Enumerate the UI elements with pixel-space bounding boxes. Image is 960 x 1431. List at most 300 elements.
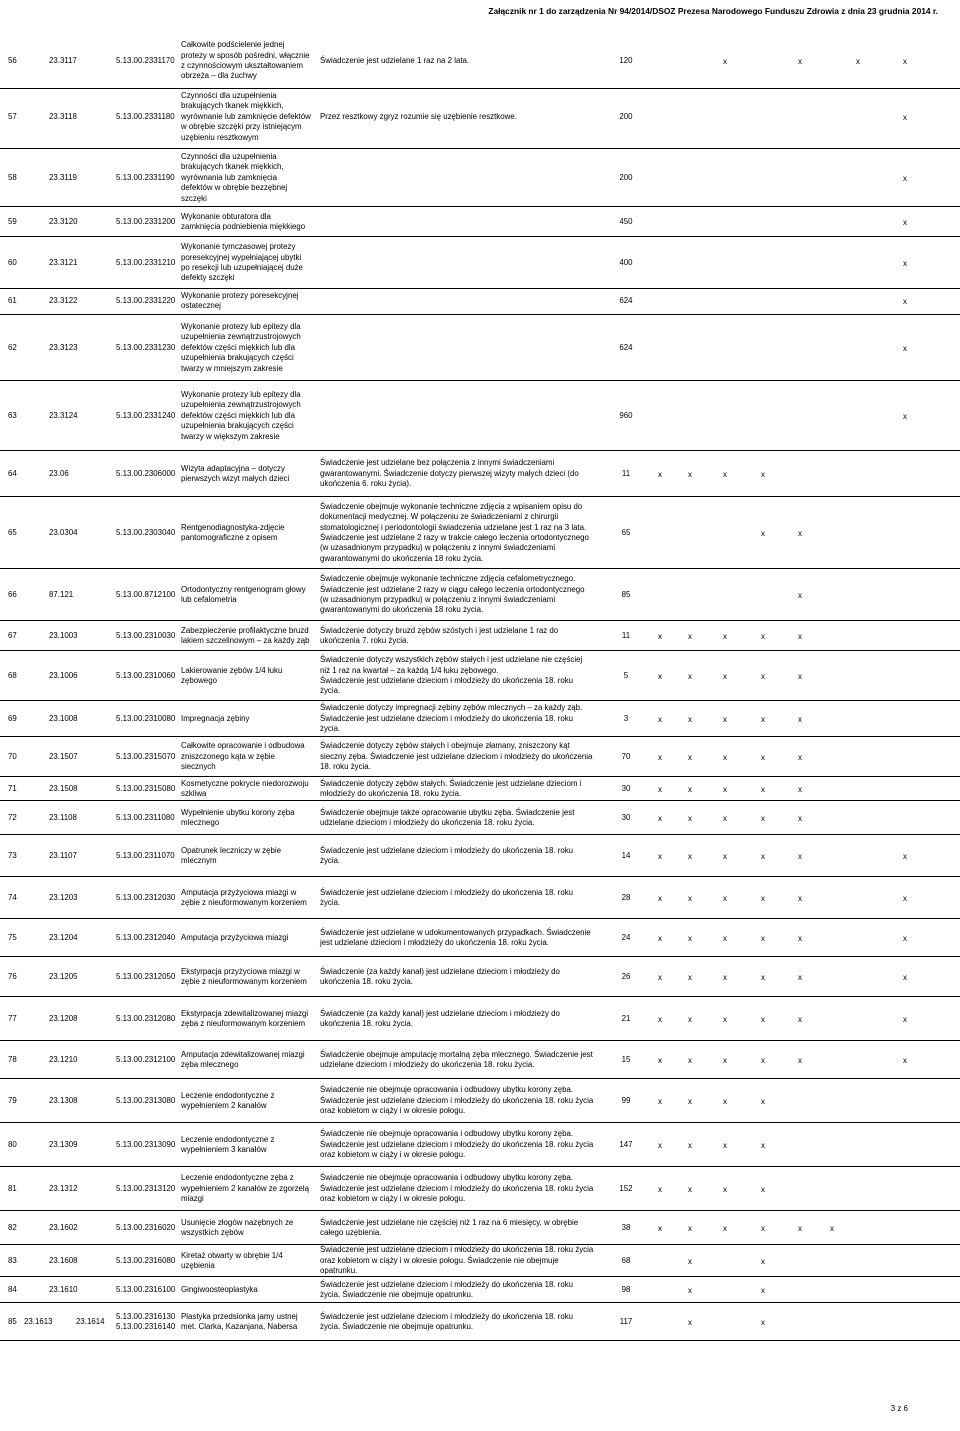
- applicability-mark: x: [903, 851, 907, 861]
- applicability-mark: x: [761, 1285, 765, 1295]
- applicability-mark: x: [658, 1223, 662, 1233]
- procedure-name: Plastyka przedsionka jamy ustnej met. Clarka, Kazanjana, Nabersa: [181, 1311, 298, 1331]
- table-row: [0, 150, 960, 207]
- procedure-code-secondary: 23.1614: [76, 1316, 105, 1326]
- procedure-code: 23.1308: [49, 1095, 78, 1105]
- applicability-mark: x: [723, 933, 727, 943]
- procedure-code: 23.1006: [49, 670, 78, 680]
- product-code: 5.13.00.2306000: [116, 468, 176, 478]
- procedure-description: Świadczenie jest udzielane w udokumentowanych przypadkach. Świadczenie jest udzielane dzieciom i młodzieży do ukończenia 18. roku życia.: [320, 927, 591, 947]
- procedure-description: Świadczenie dotyczy bruzd zębów szóstych i jest udzielane 1 raz do ukończenia 7. roku życia.: [320, 625, 559, 645]
- procedure-code: 23.1108: [49, 812, 77, 822]
- applicability-mark: x: [798, 714, 802, 724]
- applicability-mark: x: [761, 851, 765, 861]
- applicability-mark: x: [723, 631, 727, 641]
- points-value: 5: [623, 670, 629, 680]
- applicability-mark: x: [688, 631, 692, 641]
- product-code: 5.13.00.2312050: [116, 971, 176, 981]
- applicability-mark: x: [798, 752, 802, 762]
- procedure-code: 23.1602: [49, 1222, 78, 1232]
- procedure-name: Leczenie endodontyczne zęba z wypełnieniem 2 kanałów ze zgorzelą miazgi: [181, 1173, 310, 1204]
- procedure-code: 23.1204: [49, 932, 78, 942]
- applicability-mark: x: [658, 1096, 662, 1106]
- procedure-description: [320, 382, 610, 450]
- procedure-code: 23.1507: [49, 751, 78, 761]
- applicability-mark: x: [688, 1055, 692, 1065]
- table-row: [0, 878, 960, 919]
- product-code: 5.13.00.2310080: [116, 713, 176, 723]
- applicability-mark: x: [688, 1140, 692, 1150]
- row-number: 68: [8, 670, 17, 680]
- product-code: 5.13.00.2316130 5.13.00.2316140: [116, 1311, 176, 1331]
- product-code: 5.13.00.2331200: [116, 216, 176, 226]
- row-number: 75: [8, 932, 17, 942]
- procedure-description: Przez resztkowy zgryz rozumie się uzębienie resztkowe.: [320, 111, 517, 121]
- product-code: 5.13.00.2310060: [116, 670, 176, 680]
- applicability-mark: x: [658, 784, 662, 794]
- procedure-name: Ekstyrpacja zdewitalizowanej miazgi zęba z nieuformowanym korzeniem: [181, 1008, 309, 1028]
- procedure-name: Amputacja przyżyciowa miazgi w zębie z nieuformowanym korzeniem: [181, 887, 307, 907]
- row-number: 66: [8, 589, 17, 599]
- product-code: 5.13.00.2316020: [116, 1222, 176, 1232]
- applicability-mark: x: [658, 752, 662, 762]
- applicability-mark: x: [903, 893, 907, 903]
- procedure-description: [320, 316, 610, 380]
- procedure-description: Świadczenie obejmuje wykonanie techniczne zdjęcia cefalometrycznego. Świadczenie jest udzielane 2 razy w ciągu całego leczenia ortodontycznego (w uzasadnionym przypadku) w połączeniu z innymi świadczeniami gwarantowanymi do ukończenia 18 roku życia.: [320, 574, 585, 615]
- procedure-code: 23.3118: [49, 111, 77, 121]
- product-code: 5.13.00.2331180: [116, 111, 175, 121]
- product-code: 5.13.00.2331230: [116, 342, 176, 352]
- table-row: [0, 1080, 960, 1123]
- product-code: 5.13.00.2312100: [116, 1054, 176, 1064]
- row-number: 67: [8, 630, 17, 640]
- table-row: [0, 316, 960, 381]
- product-code: 5.13.00.2311070: [116, 850, 175, 860]
- applicability-mark: x: [688, 1223, 692, 1233]
- points-value: 28: [621, 892, 631, 902]
- applicability-mark: x: [798, 56, 802, 66]
- points-value: 117: [619, 1316, 633, 1326]
- applicability-mark: x: [658, 1184, 662, 1194]
- procedure-name: Wykonanie protezy lub epitezy dla uzupełnienia zewnątrzustrojowych defektów części miękkich lub dla uzupełnienia brakujących części twarzy w większym zakresie: [181, 389, 301, 441]
- applicability-mark: x: [798, 1014, 802, 1024]
- applicability-mark: x: [723, 784, 727, 794]
- row-number: 69: [8, 713, 17, 723]
- applicability-mark: x: [688, 933, 692, 943]
- applicability-mark: x: [761, 671, 765, 681]
- table-row: [0, 622, 960, 651]
- row-number: 85: [8, 1316, 17, 1326]
- table-row: [0, 498, 960, 569]
- applicability-mark: x: [761, 1055, 765, 1065]
- product-code: 5.13.00.2312030: [116, 892, 176, 902]
- points-value: 147: [619, 1139, 633, 1149]
- applicability-mark: x: [658, 972, 662, 982]
- applicability-mark: x: [798, 851, 802, 861]
- table-row: [0, 1278, 960, 1303]
- points-value: 3: [623, 713, 629, 723]
- row-number: 78: [8, 1054, 17, 1064]
- procedure-description: Świadczenie jest udzielane dzieciom i młodzieży do ukończenia 18. roku życia. Świadczenie nie obejmuje opatrunku.: [320, 1279, 574, 1299]
- procedure-name: Leczenie endodontyczne z wypełnieniem 3 kanałów: [181, 1134, 275, 1154]
- table-row: [0, 702, 960, 737]
- applicability-mark: x: [798, 784, 802, 794]
- procedure-name: Kosmetyczne pokrycie niedorozwoju szkliwa: [181, 778, 309, 798]
- applicability-mark: x: [903, 411, 907, 421]
- applicability-mark: x: [798, 528, 802, 538]
- procedure-code: 23.06: [49, 468, 69, 478]
- row-number: 82: [8, 1222, 17, 1232]
- table-row: [0, 836, 960, 877]
- applicability-mark: x: [658, 469, 662, 479]
- procedure-name: Amputacja zdewitalizowanej miazgi zęba mlecznego: [181, 1049, 305, 1069]
- procedure-name: Ekstyrpacja przyżyciowa miazgi w zębie z nieuformowanym korzeniem: [181, 966, 307, 986]
- row-number: 62: [8, 342, 17, 352]
- applicability-mark: x: [761, 752, 765, 762]
- row-number: 58: [8, 172, 17, 182]
- applicability-mark: x: [830, 1223, 834, 1233]
- page-number: 3 z 6: [890, 1404, 908, 1413]
- procedure-name: Lakierowanie zębów 1/4 łuku zębowego: [181, 665, 283, 685]
- applicability-mark: x: [723, 1096, 727, 1106]
- row-number: 65: [8, 527, 17, 537]
- procedure-description: Świadczenie dotyczy impregnacji zębiny zębów mlecznych – za każdy ząb. Świadczenie jest udzielane dzieciom i młodzieży do ukończenia 18. roku życia.: [320, 703, 583, 734]
- procedure-code: 23.3123: [49, 342, 78, 352]
- applicability-mark: x: [658, 1140, 662, 1150]
- applicability-mark: x: [688, 671, 692, 681]
- procedure-code: 23.3121: [49, 257, 78, 267]
- product-code: 5.13.00.2303040: [116, 527, 176, 537]
- procedure-description: Świadczenie jest udzielane dzieciom i młodzieży do ukończenia 18. roku życia. Świadczenie nie obejmuje opatrunku.: [320, 1311, 574, 1331]
- product-code: 5.13.00.2331170: [116, 55, 175, 65]
- procedure-description: Świadczenie jest udzielane 1 raz na 2 lata.: [320, 55, 470, 65]
- points-value: 120: [619, 55, 633, 65]
- product-code: 5.13.00.2331190: [116, 172, 175, 182]
- product-code: 5.13.00.2315070: [116, 751, 176, 761]
- table-row: [0, 570, 960, 621]
- points-value: 38: [621, 1222, 631, 1232]
- applicability-mark: x: [723, 813, 727, 823]
- table-row: [0, 382, 960, 451]
- row-number: 72: [8, 812, 17, 822]
- procedure-description: [320, 208, 610, 236]
- table-row: [0, 288, 960, 315]
- procedure-name: Czynności dla uzupełnienia brakujących tkanek miękkich, wyrównanie lub zamknięcie defektów w obrębie szczęki przy istniejącym uzębieniu resztkowym: [181, 90, 311, 142]
- points-value: 11: [621, 468, 631, 478]
- procedure-code: 23.1613: [24, 1316, 53, 1326]
- procedure-name: Rentgenodiagnostyka-zdjęcie pantomograficzne z opisem: [181, 522, 285, 542]
- applicability-mark: x: [688, 851, 692, 861]
- points-value: 68: [621, 1255, 631, 1265]
- procedure-code: 23.1107: [49, 850, 77, 860]
- table-row: [0, 998, 960, 1041]
- applicability-mark: x: [903, 972, 907, 982]
- table-row: [0, 1168, 960, 1211]
- table-row: [0, 1212, 960, 1245]
- product-code: 5.13.00.2313080: [116, 1095, 176, 1105]
- row-number: 71: [8, 783, 17, 793]
- applicability-mark: x: [658, 813, 662, 823]
- applicability-mark: x: [798, 893, 802, 903]
- table-row: [0, 1042, 960, 1079]
- row-number: 77: [8, 1013, 17, 1023]
- applicability-mark: x: [903, 296, 907, 306]
- points-value: 99: [621, 1095, 631, 1105]
- procedure-code: 23.1610: [49, 1284, 78, 1294]
- document-header: Załącznik nr 1 do zarządzenia Nr 94/2014/DSOZ Prezesa Narodowego Funduszu Zdrowia z dnia 23 grudnia 2014 r.: [488, 6, 938, 16]
- applicability-mark: x: [903, 258, 907, 268]
- table-row: [0, 1124, 960, 1167]
- applicability-mark: x: [658, 1014, 662, 1024]
- procedure-description: [320, 150, 610, 206]
- row-number: 56: [8, 55, 17, 65]
- procedure-name: Zabezpieczenie profilaktyczne bruzd lakiem szczelinowym – za każdy ząb: [181, 625, 310, 645]
- points-value: 960: [619, 410, 633, 420]
- procedure-code: 23.1210: [49, 1054, 78, 1064]
- procedure-name: Wykonanie protezy lub epitezy dla uzupełnienia zewnątrzustrojowych defektów części miękkich lub dla uzupełnienia brakujących części twarzy w mniejszym zakresie: [181, 321, 301, 373]
- procedure-code: 23.3120: [49, 216, 78, 226]
- applicability-mark: x: [761, 1184, 765, 1194]
- points-value: 30: [621, 812, 631, 822]
- row-number: 74: [8, 892, 17, 902]
- applicability-mark: x: [798, 972, 802, 982]
- product-code: 5.13.00.2312040: [116, 932, 176, 942]
- table-row: [0, 958, 960, 997]
- applicability-mark: x: [903, 217, 907, 227]
- procedure-name: Wykonanie obturatora dla zamknięcia podniebienia miękkiego: [181, 211, 306, 231]
- procedure-name: Całkowite podścielenie jednej protezy w sposób pośredni, włącznie z czynnościowym ukształtowaniem obrzeża – dla żuchwy: [181, 40, 310, 81]
- row-number: 83: [8, 1255, 17, 1265]
- product-code: 5.13.00.2312080: [116, 1013, 176, 1023]
- product-code: 5.13.00.8712100: [116, 589, 176, 599]
- applicability-mark: x: [761, 813, 765, 823]
- row-number: 60: [8, 257, 17, 267]
- applicability-mark: x: [903, 56, 907, 66]
- applicability-mark: x: [723, 714, 727, 724]
- product-code: 5.13.00.2311080: [116, 812, 175, 822]
- procedure-name: Wypełnienie ubytku korony zęba mlecznego: [181, 807, 295, 827]
- row-number: 64: [8, 468, 17, 478]
- applicability-mark: x: [903, 343, 907, 353]
- applicability-mark: x: [688, 784, 692, 794]
- table-row: [0, 1304, 960, 1341]
- procedure-description: Świadczenie dotyczy zębów stałych. Świadczenie jest udzielane dzieciom i młodzieży do ukończenia 18. roku życia.: [320, 778, 582, 798]
- table-row: [0, 920, 960, 957]
- applicability-mark: x: [688, 1317, 692, 1327]
- applicability-mark: x: [688, 1096, 692, 1106]
- procedure-description: Świadczenie jest udzielane dzieciom i młodzieży do ukończenia 18. roku życia oraz kobietom w ciąży i w okresie połogu. Świadczenie nie obejmuje opatrunku.: [320, 1245, 594, 1276]
- applicability-mark: x: [723, 1184, 727, 1194]
- applicability-mark: x: [688, 972, 692, 982]
- procedure-description: Świadczenie jest udzielane dzieciom i młodzieży do ukończenia 18. roku życia.: [320, 845, 574, 865]
- applicability-mark: x: [658, 893, 662, 903]
- procedure-code: 23.1003: [49, 630, 78, 640]
- row-number: 61: [8, 295, 17, 305]
- procedure-code: 23.1309: [49, 1139, 78, 1149]
- applicability-mark: x: [761, 893, 765, 903]
- row-number: 59: [8, 216, 17, 226]
- points-value: 450: [619, 216, 633, 226]
- procedure-code: 23.3124: [49, 410, 78, 420]
- applicability-mark: x: [903, 1014, 907, 1024]
- procedure-code: 23.0304: [49, 527, 78, 537]
- procedure-name: Wizyta adaptacyjna – dotyczy pierwszych wizyt małych dzieci: [181, 463, 290, 483]
- applicability-mark: x: [723, 972, 727, 982]
- applicability-mark: x: [761, 1096, 765, 1106]
- procedure-name: Amputacja przyżyciowa miazgi: [181, 932, 289, 942]
- procedure-code: 23.1608: [49, 1255, 78, 1265]
- applicability-mark: x: [658, 631, 662, 641]
- applicability-mark: x: [903, 173, 907, 183]
- table-row: [0, 86, 960, 149]
- row-number: 79: [8, 1095, 17, 1105]
- procedure-name: Gingiwoosteoplastyka: [181, 1284, 258, 1294]
- points-value: 30: [621, 783, 631, 793]
- procedure-code: 23.1508: [49, 783, 78, 793]
- applicability-mark: x: [798, 590, 802, 600]
- applicability-mark: x: [761, 972, 765, 982]
- row-number: 70: [8, 751, 17, 761]
- applicability-mark: x: [903, 1055, 907, 1065]
- procedure-description: [320, 238, 610, 288]
- applicability-mark: x: [688, 813, 692, 823]
- applicability-mark: x: [723, 893, 727, 903]
- procedure-name: Leczenie endodontyczne z wypełnieniem 2 kanałów: [181, 1090, 275, 1110]
- procedure-name: Usunięcie złogów nazębnych ze wszystkich zębów: [181, 1217, 294, 1237]
- points-value: 15: [621, 1054, 631, 1064]
- table-row: [0, 778, 960, 801]
- applicability-mark: x: [723, 469, 727, 479]
- procedure-code: 23.1008: [49, 713, 78, 723]
- row-number: 84: [8, 1284, 17, 1294]
- applicability-mark: x: [761, 1317, 765, 1327]
- applicability-mark: x: [723, 671, 727, 681]
- applicability-mark: x: [658, 851, 662, 861]
- applicability-mark: x: [688, 1285, 692, 1295]
- applicability-mark: x: [688, 752, 692, 762]
- points-value: 65: [621, 527, 631, 537]
- points-value: 624: [619, 295, 633, 305]
- procedure-description: Świadczenie obejmuje wykonanie techniczne zdjęcia z wpisaniem opisu do dokumentacji medycznej. W połączeniu ze świadczeniami z chirurgii stomatologicznej i periodontologii świadczenia udzielane jest 1 raz na 3 lata. Świadczenie jest udzielane 2 razy w trakcie całego leczenia ortodontycznego (w uzasadnionym przypadku) w połączeniu z innymi świadczeniami gwarantowanymi do ukończenia 18 roku życia.: [320, 501, 589, 563]
- applicability-mark: x: [658, 714, 662, 724]
- procedure-description: Świadczenie jest udzielane bez połączenia z innymi świadczeniami gwarantowanymi. Świadczenie dotyczy pierwszej wizyty małych dzieci (do ukończenia 6. roku życia).: [320, 458, 579, 489]
- applicability-mark: x: [658, 671, 662, 681]
- product-code: 5.13.00.2316100: [116, 1284, 176, 1294]
- applicability-mark: x: [798, 631, 802, 641]
- points-value: 200: [619, 172, 633, 182]
- applicability-mark: x: [761, 631, 765, 641]
- applicability-mark: x: [903, 933, 907, 943]
- points-value: 11: [621, 630, 631, 640]
- procedure-code: 23.1208: [49, 1013, 78, 1023]
- procedure-name: Wykonanie protezy poresekcyjnej ostatecznej: [181, 290, 299, 310]
- procedure-code: 23.3117: [49, 55, 77, 65]
- product-code: 5.13.00.2313090: [116, 1139, 176, 1149]
- applicability-mark: x: [761, 1223, 765, 1233]
- applicability-mark: x: [761, 1140, 765, 1150]
- row-number: 57: [8, 111, 17, 121]
- applicability-mark: x: [761, 528, 765, 538]
- applicability-mark: x: [903, 112, 907, 122]
- applicability-mark: x: [688, 1256, 692, 1266]
- procedure-name: Opatrunek leczniczy w zębie mlecznym: [181, 845, 281, 865]
- procedure-description: Świadczenie nie obejmuje opracowania i odbudowy ubytku korony zęba. Świadczenie jest udzielane dzieciom i młodzieży do ukończenia 18. roku życia oraz kobietom w ciąży i w okresie połogu.: [320, 1129, 594, 1160]
- applicability-mark: x: [761, 1256, 765, 1266]
- points-value: 200: [619, 111, 633, 121]
- procedure-code: 23.1312: [49, 1183, 78, 1193]
- table-row: [0, 738, 960, 777]
- points-value: 24: [621, 932, 631, 942]
- procedure-description: Świadczenie dotyczy zębów stałych i obejmuje złamany, zniszczony kąt sieczny zęba. Świadczenie jest udzielane dzieciom i młodzieży do ukończenia 18. roku życia.: [320, 741, 593, 772]
- table-row: [0, 34, 960, 89]
- applicability-mark: x: [798, 933, 802, 943]
- applicability-mark: x: [798, 1055, 802, 1065]
- product-code: 5.13.00.2331220: [116, 295, 176, 305]
- row-number: 73: [8, 850, 17, 860]
- applicability-mark: x: [798, 671, 802, 681]
- points-value: 400: [619, 257, 633, 267]
- table-row: [0, 452, 960, 497]
- points-value: 70: [621, 751, 631, 761]
- row-number: 81: [8, 1183, 17, 1193]
- points-value: 85: [621, 589, 631, 599]
- procedure-description: Świadczenie (za każdy kanał) jest udzielane dzieciom i młodzieży do ukończenia 18. roku życia.: [320, 966, 560, 986]
- row-number: 63: [8, 410, 17, 420]
- applicability-mark: x: [761, 933, 765, 943]
- applicability-mark: x: [688, 1014, 692, 1024]
- applicability-mark: x: [723, 1140, 727, 1150]
- procedure-code: 87.121: [49, 589, 74, 599]
- table-row: [0, 802, 960, 835]
- procedure-description: Świadczenie nie obejmuje opracowania i odbudowy ubytku korony zęba. Świadczenie jest udzielane dzieciom i młodzieży do ukończenia 18. roku życia oraz kobietom w ciąży i w okresie połogu.: [320, 1085, 594, 1116]
- points-value: 14: [621, 850, 631, 860]
- applicability-mark: x: [798, 1223, 802, 1233]
- applicability-mark: x: [761, 469, 765, 479]
- procedure-description: [320, 288, 610, 314]
- applicability-mark: x: [723, 1223, 727, 1233]
- procedure-name: Wykonanie tymczasowej protezy poresekcyjnej wypełniającej ubytki po resekcji lub uzupełniającej duże defekty szczęki: [181, 242, 303, 283]
- procedure-code: 23.3119: [49, 172, 77, 182]
- procedure-description: Świadczenie (za każdy kanał) jest udzielane dzieciom i młodzieży do ukończenia 18. roku życia.: [320, 1008, 560, 1028]
- procedure-name: Ortodontyczny rentgenogram głowy lub cefalometria: [181, 584, 306, 604]
- procedure-name: Kiretaż otwarty w obrębie 1/4 uzębienia: [181, 1250, 283, 1270]
- product-code: 5.13.00.2313120: [116, 1183, 176, 1193]
- procedure-code: 23.1203: [49, 892, 78, 902]
- procedure-code: 23.1205: [49, 971, 78, 981]
- applicability-mark: x: [761, 784, 765, 794]
- table-row: [0, 652, 960, 701]
- row-number: 76: [8, 971, 17, 981]
- applicability-mark: x: [723, 851, 727, 861]
- procedure-description: Świadczenie jest udzielane dzieciom i młodzieży do ukończenia 18. roku życia.: [320, 887, 574, 907]
- applicability-mark: x: [688, 1184, 692, 1194]
- procedure-description: Świadczenie dotyczy wszystkich zębów stałych i jest udzielane nie częściej niż 1 raz na kwartał – za każdą 1/4 łuku zębowego. Świadczenie jest udzielane dzieciom i młodzieży do ukończenia 18. roku życia.: [320, 655, 583, 696]
- procedure-name: Czynności dla uzupełnienia brakujących tkanek miękkich, wyrównania lub zamknięcia defektów w obrębie bezzębnej szczęki: [181, 151, 288, 203]
- table-row: [0, 238, 960, 289]
- product-code: 5.13.00.2310030: [116, 630, 176, 640]
- applicability-mark: x: [798, 813, 802, 823]
- procedure-description: Świadczenie obejmuje także opracowanie ubytku zęba. Świadczenie jest udzielane dzieciom i młodzieży do ukończenia 18. roku życia.: [320, 807, 575, 827]
- procedure-name: Impregnacja zębiny: [181, 713, 250, 723]
- applicability-mark: x: [688, 893, 692, 903]
- applicability-mark: x: [761, 714, 765, 724]
- procedure-name: Całkowite opracowanie i odbudowa zniszczonego kąta w zębie siecznych: [181, 741, 305, 772]
- applicability-mark: x: [723, 1055, 727, 1065]
- product-code: 5.13.00.2331210: [116, 257, 176, 267]
- applicability-mark: x: [856, 56, 860, 66]
- procedure-code: 23.3122: [49, 295, 78, 305]
- product-code: 5.13.00.2315080: [116, 783, 176, 793]
